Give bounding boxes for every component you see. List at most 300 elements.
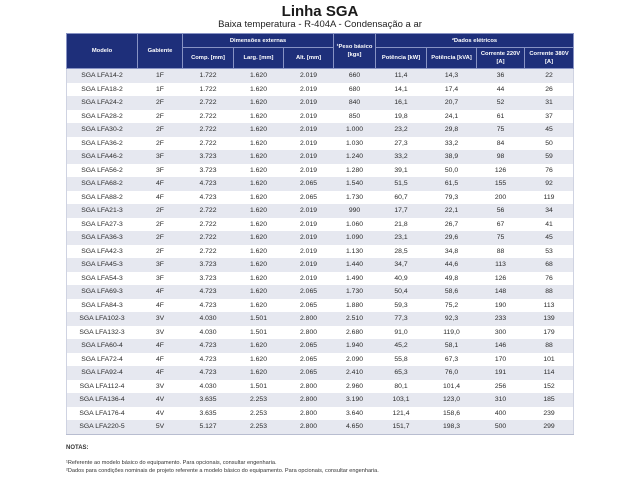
table-row [67, 204, 574, 218]
cell-gabinete: 4F [138, 366, 183, 380]
cell-modelo: SGA LFA176-4 [67, 407, 138, 421]
cell-corrente-220v: 256 [477, 380, 525, 394]
cell-gabinete: 1F [138, 83, 183, 97]
cell-larg: 1.620 [234, 150, 284, 164]
cell-potencia-kw: 28,5 [376, 245, 427, 259]
cell-larg: 2.253 [234, 420, 284, 434]
table-row [67, 218, 574, 232]
cell-potencia-kw: 27,3 [376, 137, 427, 151]
cell-corrente-380v: 139 [525, 312, 574, 326]
header-gabinete: Gabiente [138, 34, 183, 69]
cell-comp: 2.722 [183, 96, 234, 110]
cell-modelo: SGA LFA46-2 [67, 150, 138, 164]
cell-potencia-kw: 151,7 [376, 420, 427, 434]
cell-modelo: SGA LFA72-4 [67, 353, 138, 367]
cell-corrente-380v: 34 [525, 204, 574, 218]
cell-corrente-380v: 45 [525, 123, 574, 137]
cell-comp: 4.723 [183, 191, 234, 205]
cell-corrente-380v: 76 [525, 272, 574, 286]
cell-comp: 3.723 [183, 164, 234, 178]
cell-corrente-220v: 190 [477, 299, 525, 313]
cell-potencia-kva: 14,3 [427, 69, 477, 83]
cell-gabinete: 3V [138, 326, 183, 340]
cell-potencia-kw: 39,1 [376, 164, 427, 178]
cell-potencia-kw: 34,7 [376, 258, 427, 272]
cell-corrente-380v: 299 [525, 420, 574, 434]
cell-potencia-kw: 45,2 [376, 339, 427, 353]
cell-larg: 1.620 [234, 353, 284, 367]
cell-alt: 2.065 [284, 191, 334, 205]
cell-potencia-kva: 22,1 [427, 204, 477, 218]
cell-potencia-kva: 198,3 [427, 420, 477, 434]
cell-peso: 1.000 [334, 123, 376, 137]
cell-potencia-kw: 33,2 [376, 150, 427, 164]
cell-corrente-380v: 185 [525, 393, 574, 407]
cell-larg: 1.620 [234, 272, 284, 286]
cell-potencia-kva: 101,4 [427, 380, 477, 394]
cell-alt: 2.019 [284, 137, 334, 151]
table-row [67, 231, 574, 245]
cell-potencia-kva: 20,7 [427, 96, 477, 110]
table-row [67, 380, 574, 394]
cell-corrente-220v: 75 [477, 231, 525, 245]
header-corrente-220v: Corrente 220V [A] [477, 48, 525, 69]
cell-larg: 1.620 [234, 164, 284, 178]
cell-corrente-380v: 92 [525, 177, 574, 191]
cell-gabinete: 3V [138, 380, 183, 394]
cell-larg: 2.253 [234, 393, 284, 407]
header-larg: Larg. [mm] [234, 48, 284, 69]
cell-alt: 2.019 [284, 218, 334, 232]
cell-comp: 2.722 [183, 137, 234, 151]
cell-corrente-380v: 59 [525, 150, 574, 164]
cell-corrente-380v: 88 [525, 285, 574, 299]
cell-gabinete: 2F [138, 245, 183, 259]
cell-gabinete: 1F [138, 69, 183, 83]
cell-peso: 2.960 [334, 380, 376, 394]
cell-modelo: SGA LFA42-3 [67, 245, 138, 259]
cell-corrente-220v: 126 [477, 164, 525, 178]
cell-modelo: SGA LFA45-3 [67, 258, 138, 272]
cell-potencia-kva: 26,7 [427, 218, 477, 232]
cell-comp: 2.722 [183, 123, 234, 137]
cell-modelo: SGA LFA132-3 [67, 326, 138, 340]
cell-potencia-kva: 50,0 [427, 164, 477, 178]
cell-modelo: SGA LFA88-2 [67, 191, 138, 205]
cell-alt: 2.800 [284, 407, 334, 421]
cell-gabinete: 2F [138, 123, 183, 137]
cell-alt: 2.019 [284, 231, 334, 245]
cell-gabinete: 2F [138, 204, 183, 218]
cell-corrente-380v: 31 [525, 96, 574, 110]
cell-comp: 4.723 [183, 339, 234, 353]
cell-potencia-kva: 34,8 [427, 245, 477, 259]
cell-potencia-kw: 19,8 [376, 110, 427, 124]
cell-gabinete: 3F [138, 258, 183, 272]
table-row [67, 123, 574, 137]
cell-gabinete: 3V [138, 312, 183, 326]
table-row [67, 353, 574, 367]
cell-potencia-kw: 55,8 [376, 353, 427, 367]
cell-potencia-kva: 44,6 [427, 258, 477, 272]
cell-potencia-kva: 58,6 [427, 285, 477, 299]
header-potencia-kva: Potência [kVA] [427, 48, 477, 69]
cell-corrente-380v: 114 [525, 366, 574, 380]
cell-alt: 2.019 [284, 245, 334, 259]
cell-larg: 1.620 [234, 137, 284, 151]
table-row [67, 69, 574, 83]
cell-potencia-kw: 77,3 [376, 312, 427, 326]
cell-gabinete: 3F [138, 150, 183, 164]
cell-corrente-380v: 119 [525, 191, 574, 205]
cell-corrente-220v: 61 [477, 110, 525, 124]
cell-potencia-kw: 91,0 [376, 326, 427, 340]
cell-peso: 1.440 [334, 258, 376, 272]
cell-potencia-kva: 76,0 [427, 366, 477, 380]
cell-corrente-220v: 36 [477, 69, 525, 83]
cell-modelo: SGA LFA220-5 [67, 420, 138, 434]
cell-gabinete: 2F [138, 96, 183, 110]
cell-larg: 1.620 [234, 258, 284, 272]
cell-alt: 2.800 [284, 420, 334, 434]
cell-corrente-380v: 113 [525, 299, 574, 313]
cell-peso: 2.510 [334, 312, 376, 326]
table-row [67, 339, 574, 353]
cell-larg: 1.620 [234, 191, 284, 205]
cell-corrente-220v: 400 [477, 407, 525, 421]
cell-corrente-220v: 148 [477, 285, 525, 299]
cell-modelo: SGA LFA136-4 [67, 393, 138, 407]
cell-corrente-220v: 84 [477, 137, 525, 151]
cell-gabinete: 5V [138, 420, 183, 434]
cell-potencia-kva: 29,8 [427, 123, 477, 137]
cell-comp: 4.723 [183, 285, 234, 299]
page-subtitle: Baixa temperatura - R-404A - Condensação a ar [218, 19, 422, 30]
table-row [67, 393, 574, 407]
table-row [67, 83, 574, 97]
cell-gabinete: 4F [138, 191, 183, 205]
cell-larg: 1.620 [234, 96, 284, 110]
cell-peso: 1.130 [334, 245, 376, 259]
cell-larg: 1.620 [234, 69, 284, 83]
page-title: Linha SGA [281, 3, 359, 20]
cell-alt: 2.019 [284, 110, 334, 124]
cell-modelo: SGA LFA21-3 [67, 204, 138, 218]
cell-comp: 5.127 [183, 420, 234, 434]
cell-comp: 2.722 [183, 204, 234, 218]
cell-alt: 2.065 [284, 339, 334, 353]
table-row [67, 366, 574, 380]
cell-corrente-220v: 146 [477, 339, 525, 353]
header-corrente-380v: Corrente 380V [A] [525, 48, 574, 69]
cell-modelo: SGA LFA14-2 [67, 69, 138, 83]
table-row [67, 110, 574, 124]
cell-alt: 2.019 [284, 96, 334, 110]
cell-modelo: SGA LFA68-2 [67, 177, 138, 191]
cell-peso: 990 [334, 204, 376, 218]
cell-comp: 3.723 [183, 150, 234, 164]
cell-larg: 2.253 [234, 407, 284, 421]
cell-modelo: SGA LFA54-3 [67, 272, 138, 286]
cell-potencia-kva: 123,0 [427, 393, 477, 407]
cell-corrente-220v: 52 [477, 96, 525, 110]
cell-potencia-kw: 40,9 [376, 272, 427, 286]
cell-comp: 2.722 [183, 231, 234, 245]
cell-comp: 2.722 [183, 245, 234, 259]
table-body [67, 69, 574, 435]
table-row [67, 96, 574, 110]
cell-potencia-kw: 23,1 [376, 231, 427, 245]
header-alt: Alt. [mm] [284, 48, 334, 69]
cell-peso: 1.540 [334, 177, 376, 191]
cell-alt: 2.019 [284, 204, 334, 218]
cell-alt: 2.065 [284, 353, 334, 367]
cell-corrente-220v: 56 [477, 204, 525, 218]
cell-larg: 1.620 [234, 231, 284, 245]
cell-gabinete: 4F [138, 353, 183, 367]
header-peso: ¹Peso básico [kgs] [334, 34, 376, 69]
cell-modelo: SGA LFA30-2 [67, 123, 138, 137]
cell-alt: 2.019 [284, 123, 334, 137]
cell-corrente-220v: 67 [477, 218, 525, 232]
table-row [67, 150, 574, 164]
cell-larg: 1.620 [234, 366, 284, 380]
cell-larg: 1.620 [234, 177, 284, 191]
cell-potencia-kva: 38,9 [427, 150, 477, 164]
cell-alt: 2.065 [284, 285, 334, 299]
cell-alt: 2.019 [284, 258, 334, 272]
table-row [67, 137, 574, 151]
cell-potencia-kva: 17,4 [427, 83, 477, 97]
cell-potencia-kva: 49,8 [427, 272, 477, 286]
cell-gabinete: 2F [138, 218, 183, 232]
cell-corrente-380v: 22 [525, 69, 574, 83]
cell-comp: 4.723 [183, 299, 234, 313]
header-comp: Comp. [mm] [183, 48, 234, 69]
cell-peso: 1.880 [334, 299, 376, 313]
cell-corrente-380v: 45 [525, 231, 574, 245]
cell-modelo: SGA LFA36-2 [67, 137, 138, 151]
cell-comp: 4.723 [183, 177, 234, 191]
cell-potencia-kva: 58,1 [427, 339, 477, 353]
cell-corrente-220v: 191 [477, 366, 525, 380]
cell-gabinete: 4F [138, 285, 183, 299]
cell-peso: 2.680 [334, 326, 376, 340]
cell-corrente-220v: 98 [477, 150, 525, 164]
cell-comp: 4.030 [183, 312, 234, 326]
cell-gabinete: 2F [138, 137, 183, 151]
note-1: ¹Referente ao modelo básico do equipamento. Para opcionais, consultar engenharia. [66, 460, 277, 466]
cell-alt: 2.800 [284, 312, 334, 326]
cell-gabinete: 4V [138, 393, 183, 407]
cell-peso: 1.280 [334, 164, 376, 178]
cell-peso: 2.090 [334, 353, 376, 367]
header-dados-eletricos: ²Dados elétricos [376, 34, 574, 48]
cell-corrente-220v: 155 [477, 177, 525, 191]
note-2: ²Dados para condições nominais de projeto referente a modelo básico do equipamento. Para opcionais, consultar engenharia. [66, 468, 379, 474]
cell-gabinete: 2F [138, 110, 183, 124]
cell-comp: 4.723 [183, 366, 234, 380]
cell-gabinete: 3F [138, 272, 183, 286]
cell-corrente-220v: 126 [477, 272, 525, 286]
cell-corrente-380v: 41 [525, 218, 574, 232]
cell-peso: 660 [334, 69, 376, 83]
cell-potencia-kw: 103,1 [376, 393, 427, 407]
cell-peso: 1.730 [334, 285, 376, 299]
cell-modelo: SGA LFA69-3 [67, 285, 138, 299]
cell-modelo: SGA LFA36-3 [67, 231, 138, 245]
cell-corrente-220v: 75 [477, 123, 525, 137]
table-row [67, 177, 574, 191]
cell-comp: 2.722 [183, 218, 234, 232]
cell-alt: 2.800 [284, 380, 334, 394]
cell-peso: 3.190 [334, 393, 376, 407]
cell-larg: 1.620 [234, 83, 284, 97]
cell-potencia-kw: 23,2 [376, 123, 427, 137]
cell-corrente-380v: 26 [525, 83, 574, 97]
cell-modelo: SGA LFA84-3 [67, 299, 138, 313]
cell-larg: 1.620 [234, 285, 284, 299]
cell-peso: 2.410 [334, 366, 376, 380]
cell-comp: 4.723 [183, 353, 234, 367]
table-row [67, 299, 574, 313]
cell-corrente-380v: 239 [525, 407, 574, 421]
cell-comp: 2.722 [183, 110, 234, 124]
cell-alt: 2.800 [284, 393, 334, 407]
cell-potencia-kw: 60,7 [376, 191, 427, 205]
cell-peso: 3.640 [334, 407, 376, 421]
cell-modelo: SGA LFA56-2 [67, 164, 138, 178]
cell-gabinete: 4F [138, 299, 183, 313]
cell-alt: 2.065 [284, 177, 334, 191]
cell-peso: 840 [334, 96, 376, 110]
cell-comp: 3.723 [183, 272, 234, 286]
header-potencia-kw: Potência [kW] [376, 48, 427, 69]
cell-potencia-kw: 51,5 [376, 177, 427, 191]
cell-peso: 1.030 [334, 137, 376, 151]
table-row [67, 164, 574, 178]
cell-corrente-220v: 170 [477, 353, 525, 367]
cell-potencia-kw: 21,8 [376, 218, 427, 232]
table-row [67, 326, 574, 340]
cell-alt: 2.065 [284, 366, 334, 380]
spec-table [66, 33, 574, 435]
cell-peso: 850 [334, 110, 376, 124]
cell-peso: 1.090 [334, 231, 376, 245]
cell-comp: 3.635 [183, 407, 234, 421]
cell-potencia-kw: 121,4 [376, 407, 427, 421]
cell-potencia-kva: 61,5 [427, 177, 477, 191]
cell-corrente-220v: 44 [477, 83, 525, 97]
header-dimensoes: Dimensões externas [183, 34, 334, 48]
cell-potencia-kva: 158,6 [427, 407, 477, 421]
cell-modelo: SGA LFA60-4 [67, 339, 138, 353]
cell-corrente-220v: 300 [477, 326, 525, 340]
cell-comp: 1.722 [183, 83, 234, 97]
cell-peso: 1.940 [334, 339, 376, 353]
cell-larg: 1.501 [234, 312, 284, 326]
cell-potencia-kw: 59,3 [376, 299, 427, 313]
cell-corrente-380v: 152 [525, 380, 574, 394]
cell-comp: 1.722 [183, 69, 234, 83]
notes-title: NOTAS: [66, 445, 89, 451]
cell-comp: 4.030 [183, 380, 234, 394]
cell-corrente-220v: 500 [477, 420, 525, 434]
cell-potencia-kw: 17,7 [376, 204, 427, 218]
cell-corrente-380v: 53 [525, 245, 574, 259]
cell-peso: 1.490 [334, 272, 376, 286]
cell-potencia-kva: 33,2 [427, 137, 477, 151]
cell-gabinete: 4F [138, 177, 183, 191]
cell-larg: 1.620 [234, 110, 284, 124]
cell-potencia-kw: 11,4 [376, 69, 427, 83]
cell-comp: 3.635 [183, 393, 234, 407]
table-row [67, 191, 574, 205]
cell-potencia-kva: 119,0 [427, 326, 477, 340]
cell-peso: 1.730 [334, 191, 376, 205]
cell-gabinete: 2F [138, 231, 183, 245]
cell-potencia-kva: 67,3 [427, 353, 477, 367]
cell-potencia-kw: 80,1 [376, 380, 427, 394]
cell-modelo: SGA LFA92-4 [67, 366, 138, 380]
cell-alt: 2.019 [284, 83, 334, 97]
table-row [67, 258, 574, 272]
cell-comp: 3.723 [183, 258, 234, 272]
table-row [67, 245, 574, 259]
cell-modelo: SGA LFA28-2 [67, 110, 138, 124]
cell-corrente-220v: 88 [477, 245, 525, 259]
cell-potencia-kva: 79,3 [427, 191, 477, 205]
cell-modelo: SGA LFA112-4 [67, 380, 138, 394]
cell-potencia-kva: 24,1 [427, 110, 477, 124]
cell-corrente-380v: 88 [525, 339, 574, 353]
cell-larg: 1.620 [234, 245, 284, 259]
cell-corrente-380v: 76 [525, 164, 574, 178]
cell-larg: 1.620 [234, 299, 284, 313]
cell-corrente-380v: 37 [525, 110, 574, 124]
cell-alt: 2.019 [284, 164, 334, 178]
cell-peso: 1.060 [334, 218, 376, 232]
cell-modelo: SGA LFA27-3 [67, 218, 138, 232]
cell-larg: 1.620 [234, 218, 284, 232]
cell-corrente-220v: 113 [477, 258, 525, 272]
cell-larg: 1.620 [234, 204, 284, 218]
cell-potencia-kva: 75,2 [427, 299, 477, 313]
cell-larg: 1.620 [234, 123, 284, 137]
cell-alt: 2.800 [284, 326, 334, 340]
table-row [67, 272, 574, 286]
cell-corrente-380v: 50 [525, 137, 574, 151]
table-row [67, 420, 574, 434]
cell-potencia-kva: 92,3 [427, 312, 477, 326]
cell-corrente-220v: 310 [477, 393, 525, 407]
cell-gabinete: 4F [138, 339, 183, 353]
cell-comp: 4.030 [183, 326, 234, 340]
cell-potencia-kw: 16,1 [376, 96, 427, 110]
cell-peso: 680 [334, 83, 376, 97]
table-row [67, 407, 574, 421]
cell-alt: 2.065 [284, 299, 334, 313]
cell-peso: 1.240 [334, 150, 376, 164]
cell-modelo: SGA LFA102-3 [67, 312, 138, 326]
cell-modelo: SGA LFA24-2 [67, 96, 138, 110]
cell-corrente-380v: 179 [525, 326, 574, 340]
cell-alt: 2.019 [284, 272, 334, 286]
table-row [67, 285, 574, 299]
cell-larg: 1.501 [234, 380, 284, 394]
cell-alt: 2.019 [284, 150, 334, 164]
cell-gabinete: 4V [138, 407, 183, 421]
